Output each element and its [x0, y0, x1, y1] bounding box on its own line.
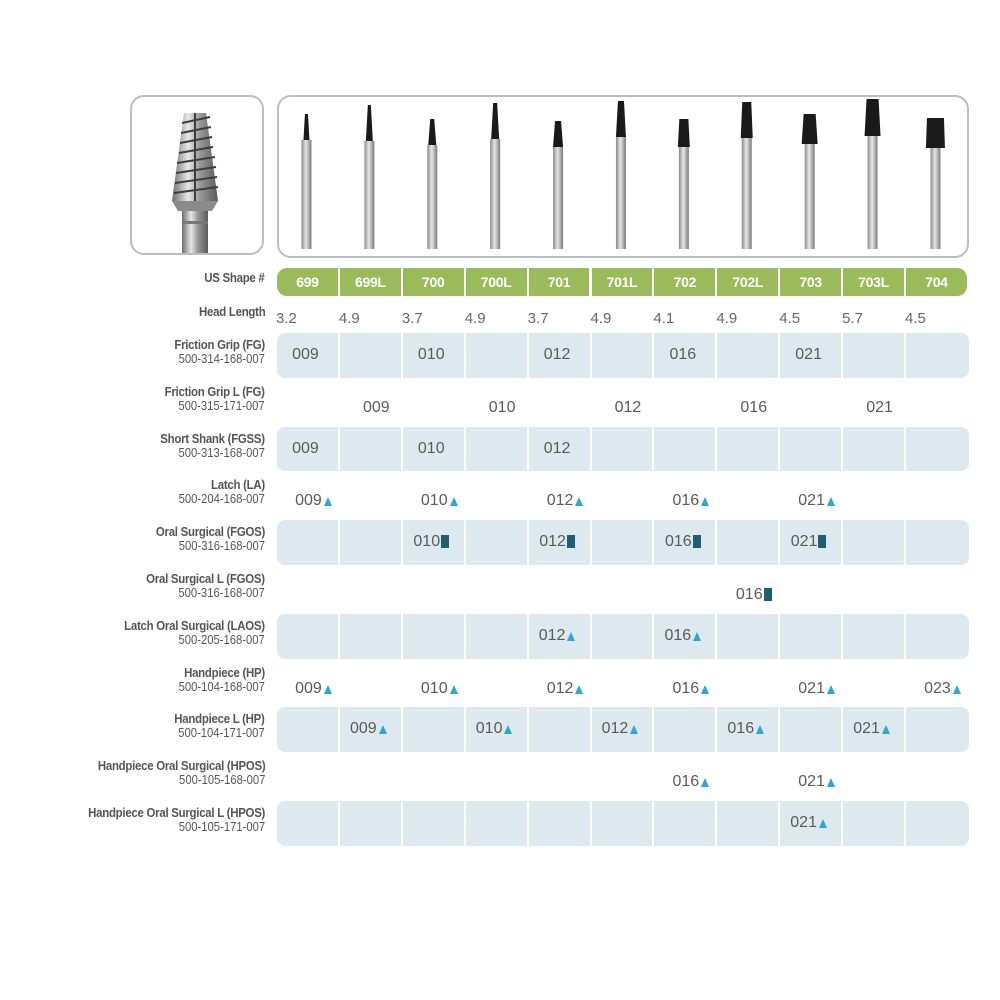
row-name: Oral Surgical L (FGOS)	[146, 571, 265, 586]
triangle-marker-icon	[756, 725, 764, 734]
column-divider	[904, 801, 906, 846]
size-value: 012	[538, 626, 566, 644]
column-divider	[590, 801, 592, 846]
size-cell	[403, 437, 460, 461]
triangle-marker-icon	[827, 778, 835, 787]
row-code: 500-104-168-007	[178, 679, 265, 694]
size-cell	[466, 717, 523, 741]
head-length-value: 3.2	[276, 310, 297, 327]
bur-shapes-illustration	[279, 97, 971, 260]
size-value: 016	[672, 492, 700, 510]
column-divider	[841, 614, 843, 659]
bur-shape-703l	[865, 99, 881, 249]
column-divider	[715, 614, 717, 659]
size-cell	[662, 770, 719, 794]
shape-header-704: 704	[906, 268, 967, 296]
column-divider	[338, 520, 340, 565]
row-band	[277, 614, 969, 659]
size-cell	[843, 717, 900, 741]
column-divider	[590, 333, 592, 378]
triangle-marker-icon	[819, 819, 827, 828]
triangle-marker-icon	[575, 497, 583, 506]
row-name: Handpiece Oral Surgical L (HPOS)	[88, 805, 265, 820]
row-name: Handpiece (HP)	[184, 664, 265, 680]
column-divider	[904, 333, 906, 378]
bur-shape-699	[301, 114, 311, 249]
column-divider	[338, 614, 340, 659]
column-divider	[652, 801, 654, 846]
column-divider	[527, 801, 529, 846]
column-divider	[464, 801, 466, 846]
triangle-marker-icon	[504, 725, 512, 734]
size-cell	[780, 811, 837, 835]
column-divider	[338, 801, 340, 846]
size-value: 016	[669, 346, 697, 363]
triangle-marker-icon	[701, 778, 709, 787]
size-cell	[662, 489, 719, 513]
size-cell	[600, 396, 657, 420]
triangle-marker-icon	[693, 632, 701, 641]
shape-header-703l: 703L	[843, 268, 904, 296]
size-cell	[592, 717, 649, 741]
bur-closeup-icon	[132, 97, 262, 253]
size-value: 016	[672, 679, 700, 697]
size-value: 010	[417, 439, 445, 457]
column-divider	[401, 614, 403, 659]
triangle-marker-icon	[630, 725, 638, 734]
size-cell	[537, 677, 594, 701]
size-value: 016	[672, 773, 700, 791]
size-value: 009	[292, 346, 319, 363]
size-value: 021	[795, 346, 822, 363]
size-value: 021	[790, 814, 817, 831]
size-value: 012	[614, 398, 642, 416]
column-divider	[778, 427, 780, 472]
row-band	[277, 427, 969, 472]
shape-header-row	[277, 268, 969, 296]
shape-header-702: 702	[654, 268, 715, 296]
size-value: 016	[664, 626, 692, 644]
column-divider	[401, 707, 403, 752]
size-cell	[717, 717, 774, 741]
bur-shape-704	[926, 118, 945, 249]
size-value: 023	[924, 679, 951, 697]
row-name: Oral Surgical (FGOS)	[155, 524, 265, 540]
size-cell	[654, 530, 711, 554]
triangle-marker-icon	[575, 685, 583, 694]
size-cell	[403, 343, 460, 367]
column-divider	[715, 333, 717, 378]
size-value: 009	[362, 398, 390, 416]
column-divider	[590, 614, 592, 659]
column-divider	[464, 614, 466, 659]
size-cell	[654, 343, 711, 367]
row-band	[277, 801, 969, 846]
size-cell	[780, 530, 837, 554]
bur-shape-702l	[741, 102, 753, 249]
size-cell	[474, 396, 531, 420]
row-name: Latch Oral Surgical (LAOS)	[124, 617, 265, 633]
row-name: Friction Grip L (FG)	[164, 383, 265, 399]
square-marker-icon	[441, 535, 449, 548]
size-value: 010	[488, 398, 516, 416]
size-value: 012	[546, 492, 574, 510]
row-code: 500-204-168-007	[178, 492, 265, 507]
row-code: 500-313-168-007	[178, 445, 265, 460]
column-divider	[904, 520, 906, 565]
column-divider	[841, 333, 843, 378]
size-value: 012	[543, 346, 571, 363]
row-name: Handpiece L (HP)	[174, 711, 265, 727]
size-cell	[277, 343, 334, 367]
row-code: 500-315-171-007	[178, 398, 265, 413]
size-cell	[780, 343, 837, 367]
triangle-marker-icon	[567, 632, 575, 641]
bur-shape-701	[553, 121, 563, 249]
shape-header-701: 701	[529, 268, 590, 296]
row-label	[162, 711, 265, 740]
column-divider	[464, 333, 466, 378]
size-cell	[725, 583, 782, 607]
column-divider	[841, 520, 843, 565]
row-label	[169, 665, 265, 694]
column-divider	[527, 707, 529, 752]
size-value: 009	[295, 679, 322, 697]
column-divider	[652, 427, 654, 472]
shape-header-700l: 700L	[466, 268, 527, 296]
size-value: 021	[853, 720, 880, 738]
row-name: Handpiece Oral Surgical (HPOS)	[97, 758, 265, 774]
column-divider	[778, 614, 780, 659]
size-cell	[348, 396, 405, 420]
column-divider	[904, 427, 906, 472]
column-divider	[715, 520, 717, 565]
row-label	[64, 805, 265, 834]
size-cell	[403, 530, 460, 554]
size-value: 012	[543, 439, 571, 457]
size-value: 009	[295, 492, 322, 510]
triangle-marker-icon	[953, 685, 961, 694]
head-length-value: 4.9	[338, 310, 360, 327]
bur-shape-700	[427, 119, 437, 249]
size-cell	[340, 717, 397, 741]
size-value: 021	[798, 492, 825, 510]
triangle-marker-icon	[882, 725, 890, 734]
column-divider	[904, 614, 906, 659]
size-cell	[285, 677, 342, 701]
row-name: Latch (LA)	[211, 477, 265, 493]
column-divider	[715, 801, 717, 846]
column-divider	[401, 801, 403, 846]
row-band	[277, 520, 969, 565]
shape-header-702l: 702L	[717, 268, 778, 296]
head-length-value: 4.1	[653, 310, 675, 327]
row-label	[141, 524, 265, 553]
row-label	[169, 477, 265, 506]
row-label	[75, 758, 265, 787]
row-label	[105, 618, 265, 647]
row-code: 500-316-168-007	[178, 539, 265, 554]
size-value: 021	[798, 773, 825, 791]
size-cell	[662, 677, 719, 701]
triangle-marker-icon	[827, 685, 835, 694]
size-value: 021	[790, 533, 818, 551]
column-divider	[464, 520, 466, 565]
size-value: 010	[420, 679, 448, 697]
bur-shape-701l	[616, 101, 626, 249]
shape-header-699: 699	[277, 268, 338, 296]
triangle-marker-icon	[701, 497, 709, 506]
shape-header-699l: 699L	[340, 268, 401, 296]
size-value: 009	[292, 439, 319, 457]
row-code: 500-316-168-007	[178, 586, 265, 600]
column-divider	[590, 427, 592, 472]
shape-header-700: 700	[403, 268, 464, 296]
row-code: 500-205-168-007	[178, 632, 265, 647]
size-cell	[914, 677, 971, 701]
triangle-marker-icon	[827, 497, 835, 506]
head-length-value: 5.7	[842, 310, 863, 327]
size-value: 010	[420, 492, 448, 510]
size-value: 010	[417, 346, 445, 363]
square-marker-icon	[818, 535, 826, 548]
bur-shape-700l	[490, 103, 500, 249]
square-marker-icon	[693, 535, 701, 548]
row-code: 500-314-168-007	[178, 352, 265, 366]
size-cell	[788, 770, 845, 794]
size-value: 021	[798, 679, 825, 697]
size-cell	[529, 624, 586, 648]
row-code: 500-104-171-007	[178, 726, 265, 741]
column-divider	[841, 801, 843, 846]
size-value: 010	[413, 533, 441, 551]
head-length-label: Head Length	[198, 304, 265, 319]
shape-header-701l: 701L	[592, 268, 653, 296]
size-value: 012	[601, 720, 629, 738]
column-divider	[841, 427, 843, 472]
head-length-value: 4.9	[464, 310, 486, 327]
row-band	[277, 333, 969, 378]
bur-closeup-panel	[130, 95, 264, 255]
head-length-value: 4.5	[905, 310, 926, 327]
triangle-marker-icon	[450, 497, 458, 506]
size-value: 009	[349, 720, 377, 738]
triangle-marker-icon	[450, 685, 458, 694]
size-cell	[654, 624, 711, 648]
row-label	[130, 571, 265, 600]
column-divider	[904, 707, 906, 752]
size-value: 016	[735, 586, 763, 603]
size-value: 012	[539, 533, 566, 551]
bur-shape-699l	[364, 105, 374, 249]
size-value: 021	[866, 398, 893, 416]
size-cell	[277, 437, 334, 461]
triangle-marker-icon	[379, 725, 387, 734]
row-name: Short Shank (FGSS)	[160, 430, 265, 446]
size-value: 016	[727, 720, 755, 738]
size-cell	[529, 530, 586, 554]
size-cell	[529, 343, 586, 367]
size-value: 012	[546, 679, 574, 697]
size-cell	[285, 489, 342, 513]
size-value: 016	[664, 533, 692, 551]
triangle-marker-icon	[701, 685, 709, 694]
row-label	[151, 384, 265, 413]
size-cell	[411, 489, 468, 513]
size-cell	[725, 396, 782, 420]
row-name: Friction Grip (FG)	[174, 337, 265, 352]
bur-shapes-panel	[277, 95, 969, 258]
size-cell	[411, 677, 468, 701]
size-cell	[788, 677, 845, 701]
column-divider	[778, 707, 780, 752]
head-length-value: 4.9	[590, 310, 612, 327]
bur-shape-702	[678, 119, 690, 249]
triangle-marker-icon	[324, 497, 332, 506]
head-length-value: 3.7	[527, 310, 549, 327]
column-divider	[464, 427, 466, 472]
square-marker-icon	[764, 588, 772, 601]
size-value: 010	[475, 720, 503, 738]
size-cell	[529, 437, 586, 461]
header-row-label: US Shape #	[204, 270, 265, 285]
square-marker-icon	[567, 535, 575, 548]
size-cell	[851, 396, 908, 420]
row-label	[146, 431, 265, 460]
head-length-value: 3.7	[401, 310, 423, 327]
bur-shape-703	[802, 114, 818, 249]
column-divider	[590, 520, 592, 565]
column-divider	[338, 427, 340, 472]
column-divider	[652, 707, 654, 752]
head-length-value: 4.9	[716, 310, 738, 327]
size-cell	[788, 489, 845, 513]
head-length-value: 4.5	[779, 310, 801, 327]
size-value: 016	[740, 398, 768, 416]
row-label	[162, 337, 265, 366]
column-divider	[715, 427, 717, 472]
triangle-marker-icon	[324, 685, 332, 694]
shape-header-703: 703	[780, 268, 841, 296]
row-code: 500-105-168-007	[178, 773, 265, 788]
size-cell	[537, 489, 594, 513]
column-divider	[338, 333, 340, 378]
row-code: 500-105-171-007	[178, 820, 265, 834]
